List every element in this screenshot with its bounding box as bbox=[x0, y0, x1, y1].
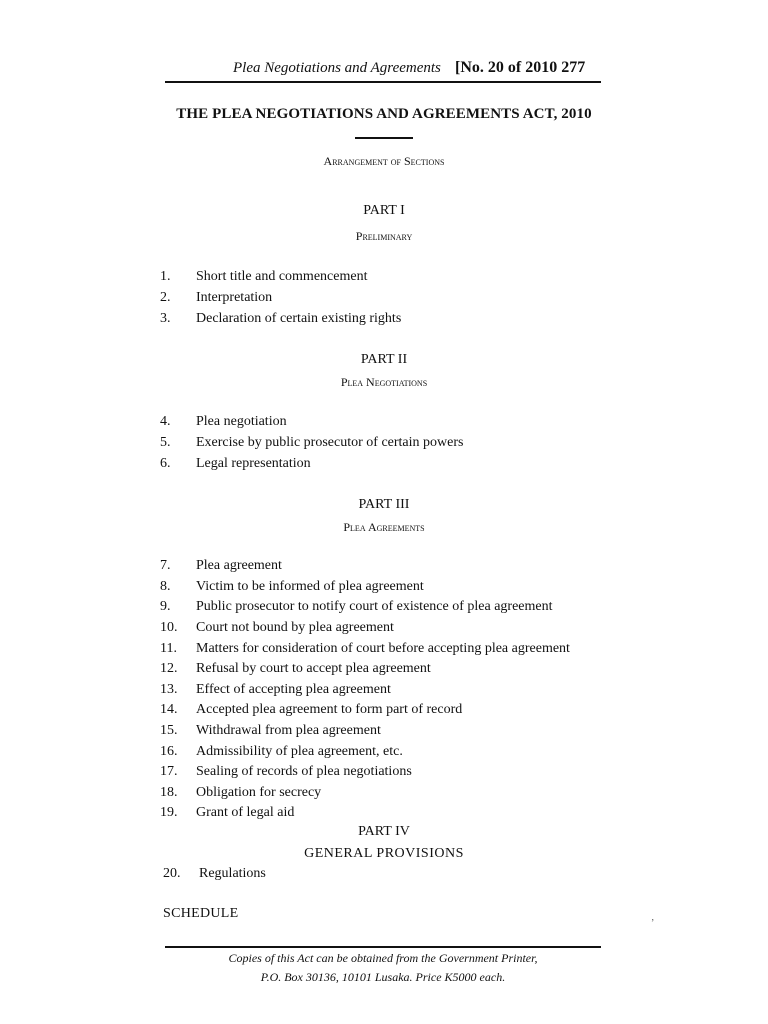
section-title: Refusal by court to accept plea agreement bbox=[196, 661, 431, 676]
section-title: Legal representation bbox=[196, 456, 311, 471]
section-number: 19. bbox=[160, 805, 178, 820]
section-title: Admissibility of plea agreement, etc. bbox=[196, 744, 403, 759]
section-number: 2. bbox=[160, 290, 171, 305]
section-title: Declaration of certain existing rights bbox=[196, 311, 402, 326]
section-title: Short title and commencement bbox=[196, 269, 368, 284]
section-title: Plea negotiation bbox=[196, 414, 287, 429]
section-number: 18. bbox=[160, 785, 178, 800]
section-number: 12. bbox=[160, 661, 178, 676]
part-label: PART II bbox=[360, 352, 408, 367]
section-number: 15. bbox=[160, 723, 178, 738]
part-subtitle: GENERAL PROVISIONS bbox=[304, 846, 464, 861]
part-subtitle: Plea Negotiations bbox=[340, 375, 428, 389]
section-title: Grant of legal aid bbox=[196, 805, 295, 820]
footer-line: P.O. Box 30136, 10101 Lusaka. Price K5000 each. bbox=[260, 970, 506, 984]
part-label: PART III bbox=[358, 497, 410, 512]
title-divider bbox=[355, 137, 413, 139]
section-number: 17. bbox=[160, 764, 178, 779]
part-label: PART IV bbox=[358, 824, 410, 839]
section-title: Public prosecutor to notify court of existence of plea agreement bbox=[196, 599, 553, 614]
section-title: Sealing of records of plea negotiations bbox=[196, 764, 412, 779]
section-number: 11. bbox=[160, 641, 177, 656]
part-label: PART I bbox=[363, 203, 405, 218]
section-title: Regulations bbox=[199, 866, 266, 881]
part-subtitle: Plea Agreements bbox=[343, 520, 425, 534]
section-number: 13. bbox=[160, 682, 178, 697]
section-title: Victim to be informed of plea agreement bbox=[196, 579, 424, 594]
section-title: Accepted plea agreement to form part of record bbox=[196, 702, 463, 717]
part-subtitle: Preliminary bbox=[355, 229, 413, 243]
section-title: Withdrawal from plea agreement bbox=[196, 723, 381, 738]
section-number: 10. bbox=[160, 620, 178, 635]
section-number: 20. bbox=[163, 866, 181, 881]
scan-mark: ’ bbox=[651, 918, 655, 929]
section-number: 16. bbox=[160, 744, 178, 759]
section-number: 6. bbox=[160, 456, 171, 471]
section-number: 9. bbox=[160, 599, 171, 614]
footer-divider bbox=[165, 946, 601, 948]
running-header bbox=[165, 58, 600, 80]
section-number: 14. bbox=[160, 702, 178, 717]
section-number: 1. bbox=[160, 269, 171, 284]
section-title: Exercise by public prosecutor of certain powers bbox=[196, 435, 464, 450]
section-number: 7. bbox=[160, 558, 171, 573]
section-number: 4. bbox=[160, 414, 171, 429]
section-number: 5. bbox=[160, 435, 171, 450]
section-title: Court not bound by plea agreement bbox=[196, 620, 394, 635]
act-title: THE PLEA NEGOTIATIONS AND AGREEMENTS ACT, 2010 bbox=[176, 106, 592, 122]
section-title: Effect of accepting plea agreement bbox=[196, 682, 391, 697]
arrangement-heading: Arrangement of Sections bbox=[323, 154, 445, 168]
section-number: 3. bbox=[160, 311, 171, 326]
running-title: Plea Negotiations and Agreements bbox=[233, 60, 441, 76]
act-number: [No. 20 of 2010 277 bbox=[455, 59, 586, 76]
schedule-heading: SCHEDULE bbox=[163, 906, 239, 921]
header-divider bbox=[165, 81, 601, 83]
section-title: Interpretation bbox=[196, 290, 273, 305]
section-title: Plea agreement bbox=[196, 558, 282, 573]
section-title: Obligation for secrecy bbox=[196, 785, 322, 800]
section-title: Matters for consideration of court before accepting plea agreement bbox=[196, 641, 570, 656]
section-number: 8. bbox=[160, 579, 171, 594]
footer-line: Copies of this Act can be obtained from the Government Printer, bbox=[228, 951, 538, 965]
